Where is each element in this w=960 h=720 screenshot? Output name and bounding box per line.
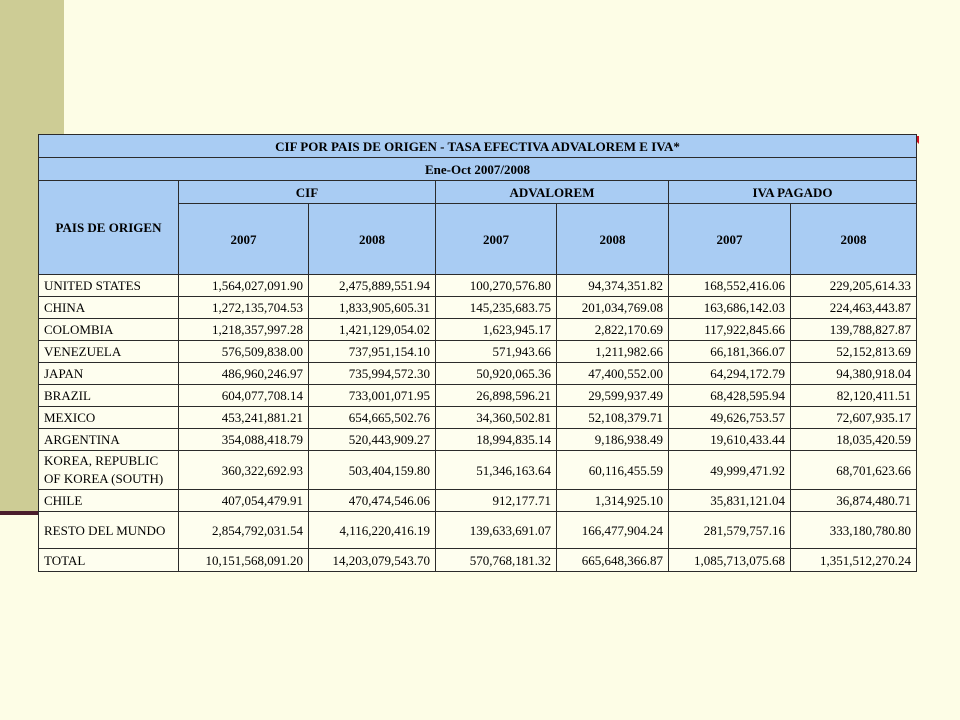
value-cell: 486,960,246.97 [179,363,309,385]
table-row [39,319,917,341]
country-cell: JAPAN [39,363,179,385]
value-cell: 9,186,938.49 [557,429,669,451]
value-cell: 360,322,692.93 [179,451,309,490]
value-cell: 912,177.71 [436,490,557,512]
value-cell: 18,994,835.14 [436,429,557,451]
value-cell: 51,346,163.64 [436,451,557,490]
table-title: CIF POR PAIS DE ORIGEN - TASA EFECTIVA ADVALOREM E IVA* [39,135,917,158]
value-cell: 1,314,925.10 [557,490,669,512]
table-row [39,341,917,363]
year-header: 2007 [669,204,791,275]
value-cell: 72,607,935.17 [791,407,917,429]
value-cell: 1,421,129,054.02 [309,319,436,341]
group-header-advalorem: ADVALOREM [436,181,669,204]
country-cell: BRAZIL [39,385,179,407]
value-cell: 64,294,172.79 [669,363,791,385]
value-cell: 2,854,792,031.54 [179,512,309,549]
value-cell: 68,428,595.94 [669,385,791,407]
table-row [39,451,917,490]
value-cell: 224,463,443.87 [791,297,917,319]
country-cell: COLOMBIA [39,319,179,341]
value-cell: 18,035,420.59 [791,429,917,451]
value-cell: 52,108,379.71 [557,407,669,429]
value-cell: 1,623,945.17 [436,319,557,341]
value-cell: 2,475,889,551.94 [309,275,436,297]
value-cell: 333,180,780.80 [791,512,917,549]
total-value-cell: 1,085,713,075.68 [669,549,791,572]
value-cell: 1,218,357,997.28 [179,319,309,341]
value-cell: 1,564,027,091.90 [179,275,309,297]
year-header: 2008 [309,204,436,275]
country-cell: VENEZUELA [39,341,179,363]
country-cell: RESTO DEL MUNDO [39,512,179,549]
table-row [39,275,917,297]
country-cell: ARGENTINA [39,429,179,451]
value-cell: 733,001,071.95 [309,385,436,407]
value-cell: 34,360,502.81 [436,407,557,429]
value-cell: 163,686,142.03 [669,297,791,319]
value-cell: 407,054,479.91 [179,490,309,512]
value-cell: 49,999,471.92 [669,451,791,490]
country-column-header: PAIS DE ORIGEN [39,181,179,275]
value-cell: 94,374,351.82 [557,275,669,297]
value-cell: 604,077,708.14 [179,385,309,407]
table-row [39,429,917,451]
value-cell: 26,898,596.21 [436,385,557,407]
value-cell: 654,665,502.76 [309,407,436,429]
country-cell: UNITED STATES [39,275,179,297]
cif-table [38,134,917,572]
value-cell: 737,951,154.10 [309,341,436,363]
value-cell: 453,241,881.21 [179,407,309,429]
value-cell: 66,181,366.07 [669,341,791,363]
value-cell: 571,943.66 [436,341,557,363]
table-row [39,363,917,385]
value-cell: 1,272,135,704.53 [179,297,309,319]
value-cell: 1,833,905,605.31 [309,297,436,319]
value-cell: 29,599,937.49 [557,385,669,407]
total-value-cell: 10,151,568,091.20 [179,549,309,572]
total-label: TOTAL [39,549,179,572]
value-cell: 52,152,813.69 [791,341,917,363]
value-cell: 82,120,411.51 [791,385,917,407]
year-header: 2007 [436,204,557,275]
value-cell: 47,400,552.00 [557,363,669,385]
value-cell: 145,235,683.75 [436,297,557,319]
value-cell: 576,509,838.00 [179,341,309,363]
year-header: 2008 [557,204,669,275]
value-cell: 49,626,753.57 [669,407,791,429]
value-cell: 281,579,757.16 [669,512,791,549]
value-cell: 1,211,982.66 [557,341,669,363]
country-cell: CHILE [39,490,179,512]
value-cell: 50,920,065.36 [436,363,557,385]
value-cell: 470,474,546.06 [309,490,436,512]
value-cell: 100,270,576.80 [436,275,557,297]
value-cell: 354,088,418.79 [179,429,309,451]
value-cell: 36,874,480.71 [791,490,917,512]
table-row [39,385,917,407]
table-row [39,490,917,512]
value-cell: 229,205,614.33 [791,275,917,297]
data-table-container [38,134,918,572]
value-cell: 139,788,827.87 [791,319,917,341]
country-cell: CHINA [39,297,179,319]
total-row [39,549,917,572]
value-cell: 117,922,845.66 [669,319,791,341]
value-cell: 520,443,909.27 [309,429,436,451]
value-cell: 68,701,623.66 [791,451,917,490]
table-row [39,512,917,549]
value-cell: 503,404,159.80 [309,451,436,490]
value-cell: 139,633,691.07 [436,512,557,549]
value-cell: 168,552,416.06 [669,275,791,297]
value-cell: 94,380,918.04 [791,363,917,385]
value-cell: 2,822,170.69 [557,319,669,341]
total-value-cell: 14,203,079,543.70 [309,549,436,572]
group-header-cif: CIF [179,181,436,204]
group-header-iva: IVA PAGADO [669,181,917,204]
table-row [39,407,917,429]
table-subtitle: Ene-Oct 2007/2008 [39,158,917,181]
value-cell: 4,116,220,416.19 [309,512,436,549]
year-header: 2007 [179,204,309,275]
total-value-cell: 1,351,512,270.24 [791,549,917,572]
total-value-cell: 665,648,366.87 [557,549,669,572]
value-cell: 35,831,121.04 [669,490,791,512]
value-cell: 201,034,769.08 [557,297,669,319]
value-cell: 735,994,572.30 [309,363,436,385]
country-cell: MEXICO [39,407,179,429]
total-value-cell: 570,768,181.32 [436,549,557,572]
country-cell: KOREA, REPUBLIC OF KOREA (SOUTH) [39,451,179,490]
value-cell: 166,477,904.24 [557,512,669,549]
table-row [39,297,917,319]
year-header: 2008 [791,204,917,275]
value-cell: 60,116,455.59 [557,451,669,490]
value-cell: 19,610,433.44 [669,429,791,451]
